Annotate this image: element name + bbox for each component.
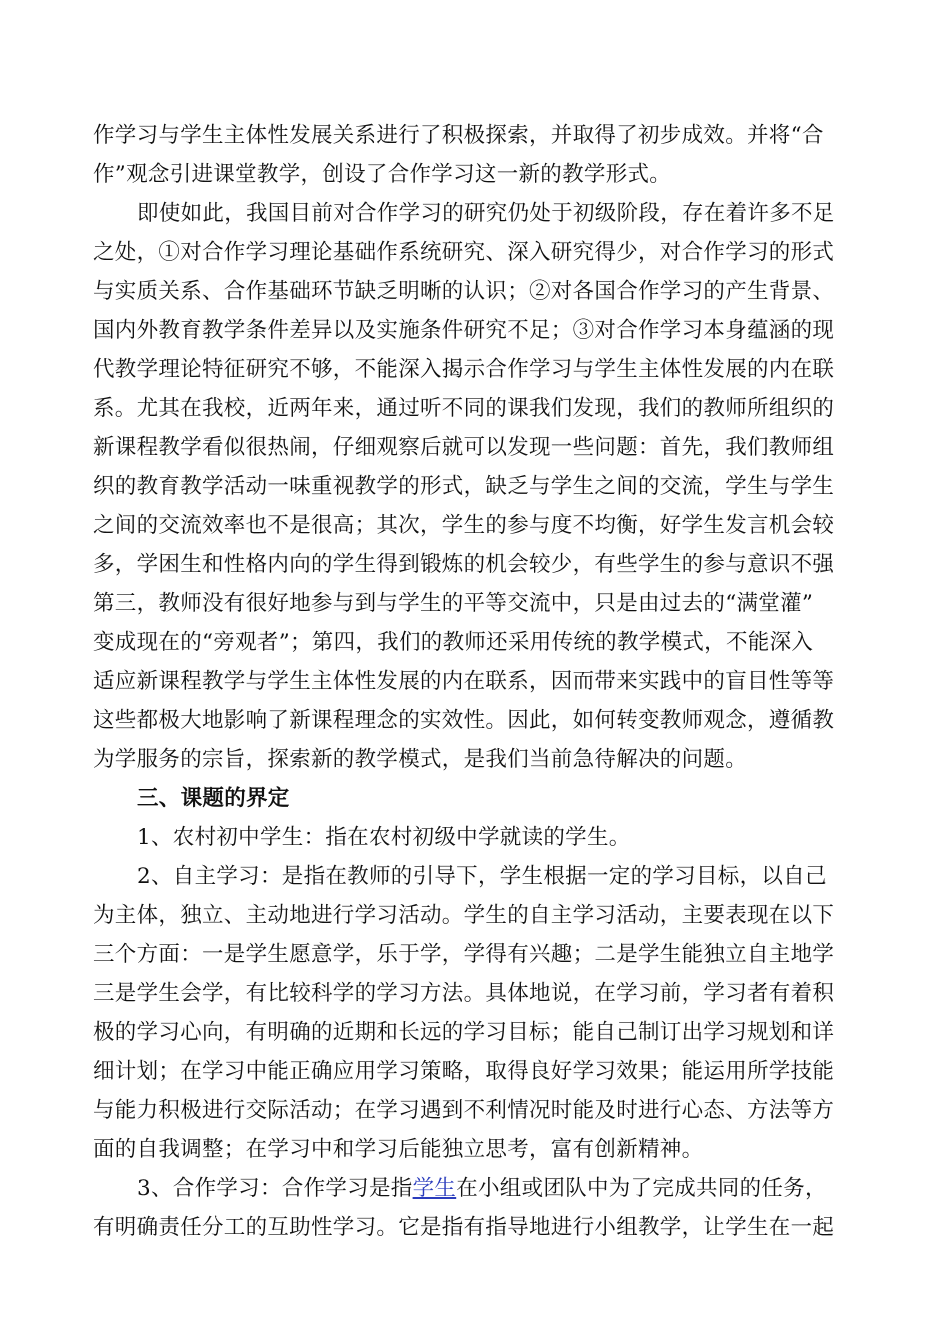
item-3-line-1: [137, 1174, 827, 1204]
paragraph-1-line-2: 作”观念引进课堂教学，创设了合作学习这一新的教学形式。: [93, 162, 672, 187]
item-2-line-5: 极的学习心向，有明确的近期和长远的学习目标；能自己制订出学习规划和详: [93, 1020, 835, 1045]
item-3-line-1-after: 在小组或团队中为了完成共同的任务，: [456, 1176, 827, 1201]
paragraph-2-line-13: 适应新课程教学与学生主体性发展的内在联系，因而带来实践中的盲目性等等: [93, 669, 835, 694]
item-2-line-8: 面的自我调整；在学习中和学习后能独立思考，富有创新精神。: [93, 1137, 704, 1162]
paragraph-2-line-2: 之处，①对合作学习理论基础作系统研究、深入研究得少，对合作学习的形式: [93, 240, 835, 265]
paragraph-1-line-1: 作学习与学生主体性发展关系进行了积极探索，并取得了初步成效。并将“合: [93, 123, 824, 148]
item-2-line-2: 为主体，独立、主动地进行学习活动。学生的自主学习活动，主要表现在以下: [93, 903, 835, 928]
paragraph-2-line-3: 与实质关系、合作基础环节缺乏明晰的认识；②对各国合作学习的产生背景、: [93, 279, 835, 304]
paragraph-2-line-1: 即使如此，我国目前对合作学习的研究仍处于初级阶段，存在着许多不足: [137, 201, 835, 226]
section-heading: 三、课题的界定: [137, 786, 290, 811]
item-2-line-7: 与能力积极进行交际活动；在学习遇到不利情况时能及时进行心态、方法等方: [93, 1098, 835, 1123]
item-2-line-4: 三是学生会学，有比较科学的学习方法。具体地说，在学习前，学习者有着积: [93, 981, 835, 1006]
paragraph-2-line-6: 系。尤其在我校，近两年来，通过听不同的课我们发现，我们的教师所组织的: [93, 396, 835, 421]
item-2-line-1: 2、自主学习：是指在教师的引导下，学生根据一定的学习目标，以自己: [137, 864, 827, 889]
paragraph-2-line-12: 变成现在的“旁观者”；第四，我们的教师还采用传统的教学模式，不能深入: [93, 630, 814, 655]
item-3-line-2: 有明确责任分工的互助性学习。它是指有指导地进行小组教学，让学生在一起: [93, 1215, 835, 1240]
paragraph-2-line-7: 新课程教学看似很热闹，仔细观察后就可以发现一些问题：首先，我们教师组: [93, 435, 835, 460]
paragraph-2-line-4: 国内外教育教学条件差异以及实施条件研究不足；③对合作学习本身蕴涵的现: [93, 318, 835, 343]
paragraph-2-line-9: 之间的交流效率也不是很高；其次，学生的参与度不均衡，好学生发言机会较: [93, 513, 835, 538]
paragraph-2-line-5: 代教学理论特征研究不够，不能深入揭示合作学习与学生主体性发展的内在联: [93, 357, 835, 382]
student-link[interactable]: 学生: [412, 1176, 457, 1201]
paragraph-2-line-10: 多，学困生和性格内向的学生得到锻炼的机会较少，有些学生的参与意识不强: [93, 552, 835, 577]
paragraph-2-line-8: 织的教育教学活动一味重视教学的形式，缺乏与学生之间的交流，学生与学生: [93, 474, 835, 499]
item-1-line: 1、农村初中学生：指在农村初级中学就读的学生。: [137, 825, 631, 850]
paragraph-2-line-15: 为学服务的宗旨，探索新的教学模式，是我们当前急待解决的问题。: [93, 747, 748, 772]
item-3-line-1-before: 3、合作学习：合作学习是指: [137, 1176, 413, 1201]
item-2-line-6: 细计划；在学习中能正确应用学习策略，取得良好学习效果；能运用所学技能: [93, 1059, 835, 1084]
paragraph-2-line-11: 第三，教师没有很好地参与到与学生的平等交流中，只是由过去的“满堂灌”: [93, 591, 814, 616]
item-2-line-3: 三个方面：一是学生愿意学，乐于学，学得有兴趣；二是学生能独立自主地学: [93, 942, 835, 967]
paragraph-2-line-14: 这些都极大地影响了新课程理念的实效性。因此，如何转变教师观念，遵循教: [93, 708, 835, 733]
